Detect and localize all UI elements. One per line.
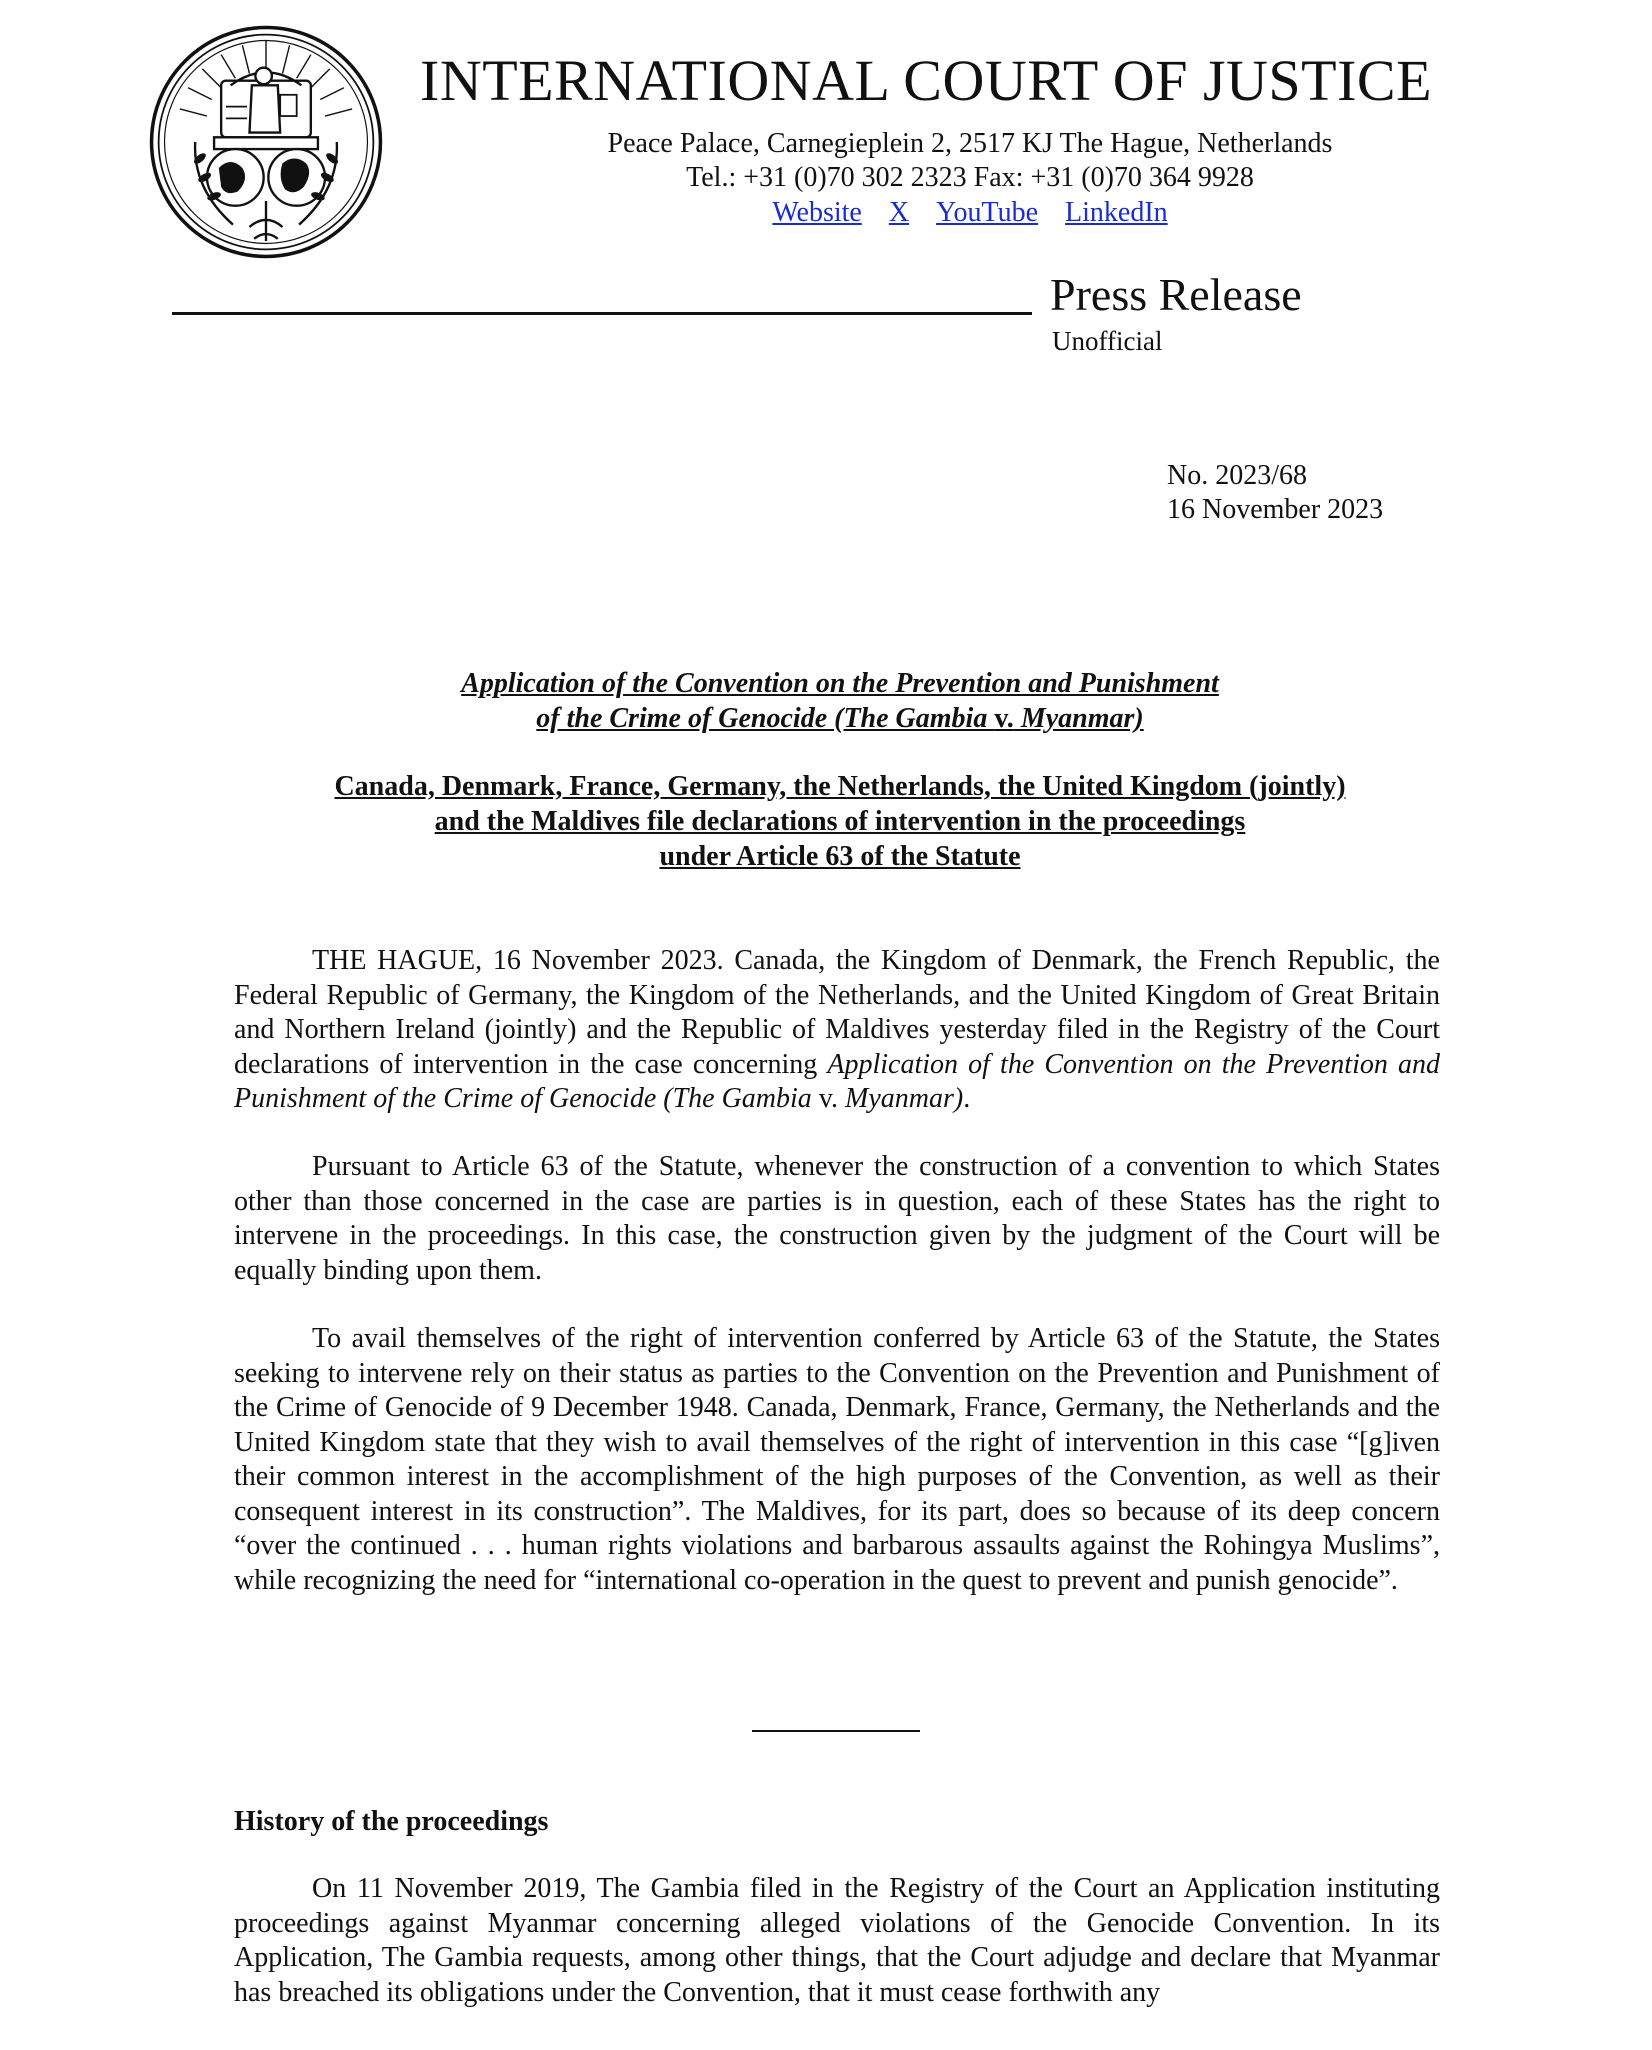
unofficial-label: Unofficial (1052, 326, 1163, 356)
history-heading: History of the proceedings (234, 1806, 549, 1837)
release-date: 16 November 2023 (1167, 494, 1384, 525)
paragraph-3: To avail themselves of the right of intervention conferred by Article 63 of the Statute, the States seeking to intervene rely on their status as parties to the Convention on the Prevention and Punishment of the Crime of Genocide of 9 December 1948. Canada, Denmark, France, Germany, the Netherlands and the United Kingdom state that they wish to avail themselves of the right of intervention in this case “[g]iven their common interest in the accomplishment of the high purposes of the Convention, as well as their consequent interest in its construction”. The Maldives, for its part, does so because of its deep concern “over the continued . . . human rights violations and barbarous assaults against the Rohingya Muslims”, while recognizing the need for “international co-operation in the quest to prevent and punish genocide”. (234, 1323, 1440, 1596)
case-title-line2: of the Crime of Genocide (The Gambia v. Myanmar) (536, 703, 1144, 734)
paragraph-1: THE HAGUE, 16 November 2023. Canada, the Kingdom of Denmark, the French Republic, the Federal Republic of Germany, the Kingdom of the Netherlands, and the United Kingdom of Great Britain and Northern Ireland (jointly) and the Republic of Maldives yesterday filed in the Registry of the Court declarations of intervention in the case concerning Application of the Convention on the Prevention and Punishment of the Crime of Genocide (The Gambia v. Myanmar). (234, 945, 1441, 1114)
press-release-label: Press Release (1050, 269, 1302, 320)
paragraph-2: Pursuant to Article 63 of the Statute, whenever the construction of a convention to which States other than those concerned in the case are parties is in question, each of these States has the right to intervene in the proceedings. In this case, the construction given by the judgment of the Court will be equally binding upon them. (234, 1151, 1440, 1286)
court-address: Peace Palace, Carnegieplein 2, 2517 KJ The Hague, Netherlands (607, 128, 1333, 159)
headline-line1: Canada, Denmark, France, Germany, the Netherlands, the United Kingdom (jointly) (334, 771, 1346, 802)
icj-seal-icon (148, 24, 384, 260)
website-link[interactable]: Website (772, 197, 862, 228)
youtube-link[interactable]: YouTube (936, 197, 1039, 228)
court-name: INTERNATIONAL COURT OF JUSTICE (420, 48, 1433, 113)
court-contact: Tel.: +31 (0)70 302 2323 Fax: +31 (0)70 364 9928 (686, 162, 1254, 193)
linkedin-link[interactable]: LinkedIn (1065, 197, 1168, 228)
case-title (240, 666, 1440, 736)
social-links (470, 196, 1470, 230)
section-separator (752, 1730, 920, 1732)
paragraph-4: On 11 November 2019, The Gambia filed in the Registry of the Court an Application instituting proceedings against Myanmar concerning alleged violations of the Genocide Convention. In its Application, The Gambia requests, among other things, that the Court adjudge and declare that Myanmar has breached its obligations under the Convention, that it must cease forthwith any (234, 1873, 1440, 2008)
case-title-line1: Application of the Convention on the Prevention and Punishment (461, 668, 1219, 699)
press-release-headline (240, 769, 1440, 874)
x-link[interactable]: X (888, 197, 910, 228)
release-number: No. 2023/68 (1167, 460, 1307, 491)
headline-line2: and the Maldives file declarations of intervention in the proceedings (434, 806, 1246, 837)
header-rule (172, 312, 1032, 315)
headline-line3: under Article 63 of the Statute (659, 841, 1021, 872)
